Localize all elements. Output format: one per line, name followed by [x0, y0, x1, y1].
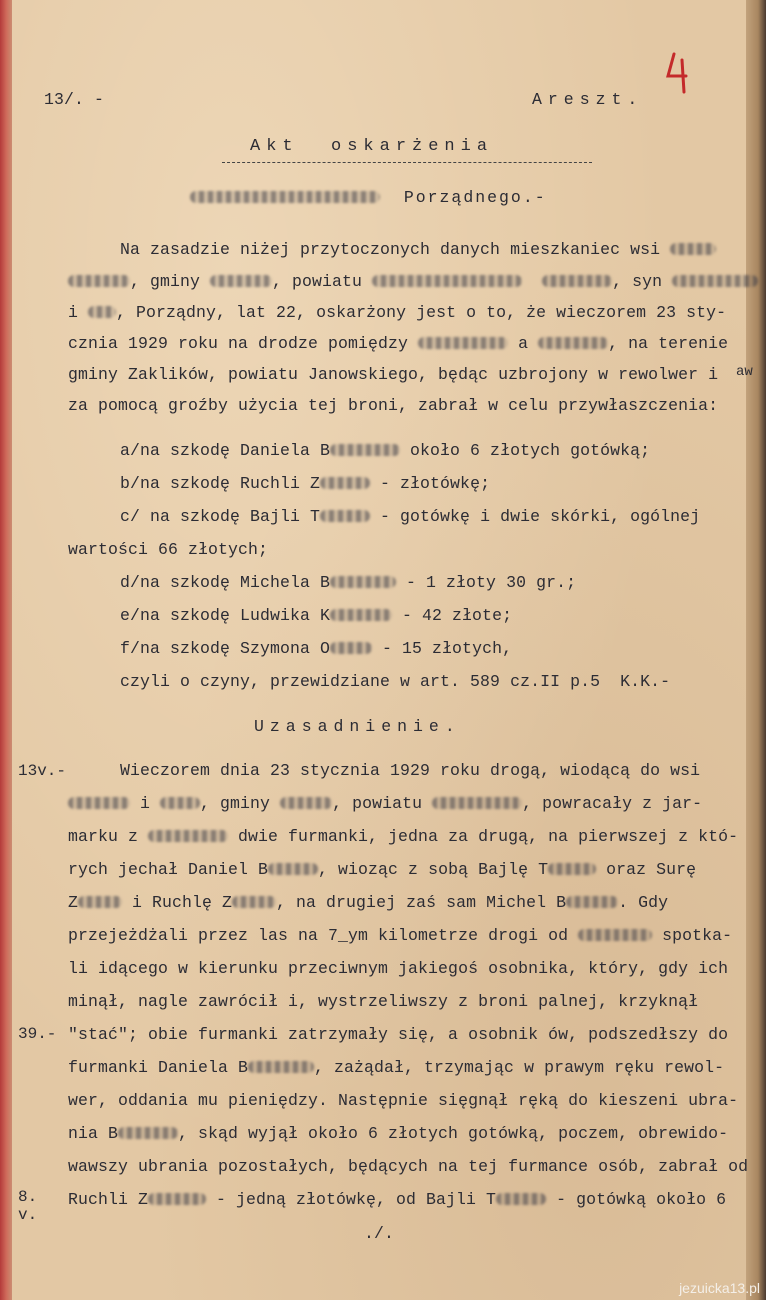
document-title: Akt oskarżenia: [250, 137, 494, 156]
justification-line-12: nia B , skąd wyjął około 6 złotych gotówką, poczem, obrewido-: [68, 1124, 729, 1143]
arrest-label: Areszt.: [532, 90, 644, 109]
justification-line-11: wer, oddania mu pieniędzy. Następnie sięgnął ręką do kieszeni ubra-: [68, 1091, 739, 1110]
charge-c-continued: wartości 66 złotych;: [68, 540, 269, 559]
charge-b: b/na szkodę Ruchli Z - złotówkę;: [120, 474, 491, 493]
charge-f: f/na szkodę Szymona O - 15 złotych,: [120, 639, 513, 658]
justification-line-1: Wieczorem dnia 23 stycznia 1929 roku drogą, wiodącą do wsi: [120, 761, 701, 780]
doc-number: 13/. -: [44, 90, 105, 109]
title-underline: [222, 162, 592, 163]
watermark: jezuicka13.pl: [679, 1280, 760, 1296]
justification-line-3: marku z dwie furmanki, jedna za drugą, na pierwszej z któ-: [68, 827, 739, 846]
indictment-line-4: cznia 1929 roku na drodze pomiędzy a , na terenie: [68, 334, 729, 353]
indictment-line-6: za pomocą groźby użycia tej broni, zabrał w celu przywłaszczenia:: [68, 396, 719, 415]
justification-line-2: i , gminy , powiatu , powracały z jar-: [68, 794, 702, 814]
indictment-line-3: i , Porządny, lat 22, oskarżony jest o to, że wieczorem 23 sty-: [68, 303, 727, 322]
charge-e: e/na szkodę Ludwika K - 42 złote;: [120, 606, 513, 625]
justification-line-9: "stać"; obie furmanki zatrzymały się, a osobnik ów, podszedłszy do: [68, 1025, 729, 1044]
indictment-line-1: Na zasadzie niżej przytoczonych danych mieszkaniec wsi: [120, 240, 716, 260]
margin-note-v: v.: [18, 1206, 38, 1224]
margin-note-8: 8.: [18, 1188, 38, 1206]
indictment-line-5: gminy Zaklików, powiatu Janowskiego, będąc uzbrojony w rewolwer i: [68, 365, 719, 384]
justification-line-5: Z i Ruchlę Z , na drugiej zaś sam Michel B . Gdy: [68, 893, 669, 912]
page-footer: ./.: [364, 1224, 395, 1243]
indictment-line-2: , gminy , powiatu , syn: [68, 272, 758, 292]
accused-line: [190, 188, 547, 208]
document-page: [12, 0, 753, 1300]
article-reference: czyli o czyny, przewidziane w art. 589 cz.II p.5 K.K.-: [120, 672, 671, 691]
justification-line-10: furmanki Daniela B , zażądał, trzymając w prawym ręku rewol-: [68, 1058, 725, 1077]
justification-line-13: wawszy ubrania pozostałych, będących na tej furmance osób, zabrał od: [68, 1157, 749, 1176]
charge-c: c/ na szkodę Bajli T - gotówkę i dwie skórki, ogólnej: [120, 507, 701, 526]
justification-line-14: Ruchli Z - jedną złotówkę, od Bajli T - gotówką około 6: [68, 1190, 727, 1209]
page-number-handwritten: [660, 50, 700, 94]
page-edge: [746, 0, 766, 1300]
accused-surname: Porządnego.-: [403, 188, 547, 207]
charge-a: a/na szkodę Daniela B około 6 złotych gotówką;: [120, 441, 651, 460]
justification-title: Uzasadnienie.: [254, 717, 461, 736]
justification-line-6: przejeżdżali przez las na 7_ym kilometrze drogi od spotka-: [68, 926, 733, 945]
charge-d: d/na szkodę Michela B - 1 złoty 30 gr.;: [120, 573, 577, 592]
margin-note-39: 39.-: [18, 1025, 57, 1043]
justification-line-4: rych jechał Daniel B , wioząc z sobą Bajlę T oraz Surę: [68, 860, 697, 879]
margin-note-13v: 13v.-: [18, 762, 67, 780]
justification-line-7: li idącego w kierunku przeciwnym jakiegoś osobnika, który, gdy ich: [68, 959, 729, 978]
redacted-name: [190, 191, 380, 203]
justification-line-8: minął, nagle zawrócił i, wystrzeliwszy z broni palnej, krzyknął: [68, 992, 699, 1011]
edge-fragment: aw: [736, 364, 753, 380]
